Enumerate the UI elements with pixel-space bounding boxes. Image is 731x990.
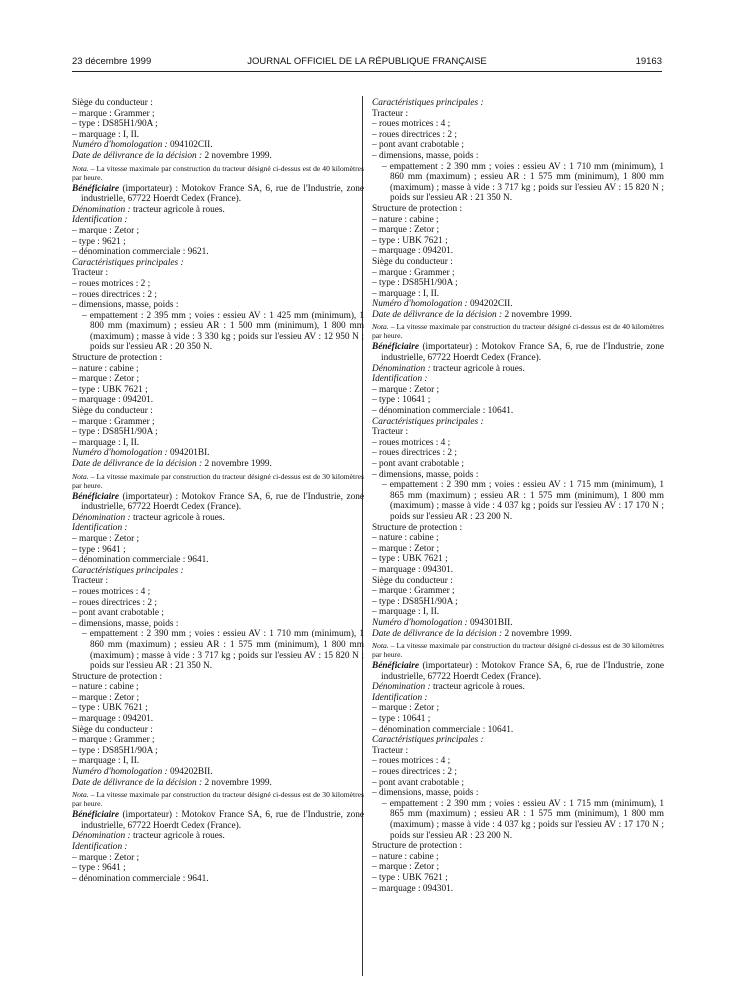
label: Numéro d'homologation :	[372, 299, 468, 310]
label: Bénéficiaire	[372, 342, 419, 353]
nota	[372, 322, 664, 340]
section-title: Identification :	[72, 842, 128, 852]
list-item: – roues motrices : 4 ;	[372, 756, 451, 767]
nota-text: – La vitesse maximale par construction du tracteur désigné ci-dessus est de 30 kilomètres par heure.	[72, 471, 364, 490]
list-item: – marque : Grammer ;	[372, 586, 455, 597]
value: tracteur agricole à roues.	[130, 831, 225, 842]
protection-structure-section	[372, 841, 664, 894]
list-item: – roues directrices : 2 ;	[372, 448, 457, 459]
label: Date de délivrance de la décision :	[72, 777, 203, 788]
value: 094202BII.	[167, 767, 213, 778]
nota-text: – La vitesse maximale par construction du tracteur désigné ci-dessus est de 40 kilomètres par heure.	[372, 322, 664, 341]
denomination	[372, 682, 664, 693]
label: Bénéficiaire	[72, 491, 119, 502]
list-item: – type : UBK 7621 ;	[372, 872, 448, 883]
header-page-number: 19163	[635, 56, 662, 67]
subsection-title: Tracteur :	[372, 745, 409, 756]
label: Date de délivrance de la décision :	[372, 628, 503, 639]
header-title: JOURNAL OFFICIEL DE LA RÉPUBLIQUE FRANÇAISE	[247, 56, 487, 67]
value: 094202CII.	[467, 299, 513, 310]
list-item: – dénomination commerciale : 9621.	[72, 247, 209, 258]
list-item: – nature : cabine ;	[72, 682, 139, 693]
list-item: – marque : Zetor ;	[372, 862, 440, 873]
homologation-number	[72, 140, 364, 151]
section-title: Structure de protection :	[72, 671, 163, 682]
protection-structure-section	[72, 672, 364, 725]
identification-section	[72, 215, 364, 257]
nota	[72, 164, 364, 182]
left-column	[72, 98, 364, 884]
list-item: – marque : Zetor ;	[372, 225, 440, 236]
list-item: – roues motrices : 4 ;	[72, 586, 151, 597]
value: (importateur) : Motokov France SA, 6, rue de l'Industrie, zone industrielle, 67722 Hoerdt Cedex (France).	[381, 661, 664, 682]
section-title: Siège du conducteur :	[372, 575, 453, 586]
page-header	[72, 56, 662, 70]
value: tracteur agricole à roues.	[130, 512, 225, 523]
list-item: – type : 10641 ;	[372, 714, 431, 725]
delivery-date	[372, 629, 664, 640]
list-item: – marquage : 094301.	[372, 883, 454, 894]
label: Dénomination :	[372, 682, 431, 693]
beneficiary	[372, 342, 664, 363]
list-item: – roues directrices : 2 ;	[372, 129, 457, 140]
list-item: – marquage : I, II.	[72, 437, 140, 448]
value: 094201BI.	[167, 448, 210, 459]
list-item: – roues motrices : 4 ;	[372, 119, 451, 130]
list-item: – marque : Zetor ;	[72, 692, 140, 703]
list-item: – dimensions, masse, poids :	[372, 150, 479, 161]
list-item: – type : UBK 7621 ;	[72, 703, 148, 714]
characteristics-section	[372, 98, 664, 204]
characteristics-section	[372, 735, 664, 841]
section-title: Caractéristiques principales :	[372, 735, 484, 746]
list-item: – type : DS85H1/90A ;	[372, 278, 458, 289]
identification-section	[72, 523, 364, 565]
value: tracteur agricole à roues.	[430, 682, 525, 693]
section-title: Structure de protection :	[372, 841, 463, 852]
dimensions-detail: – empattement : 2 390 mm ; voies : essieu AV : 1 710 mm (minimum), 1 860 mm (maximum) ; essieu AR : 1 575 mm (minimum), 1 800 mm (maximum) ; masse à vide : 3 717 kg ; poids sur l'essieu AV : 15 820 N ; poids sur l'essieu AR : 21 350 N.	[82, 629, 364, 672]
characteristics-section	[372, 417, 664, 523]
homologation-number	[72, 448, 364, 459]
list-item: – marque : Grammer ;	[72, 108, 155, 119]
label: Bénéficiaire	[72, 810, 119, 821]
section-title: Caractéristiques principales :	[72, 565, 184, 576]
identification-section	[372, 693, 664, 735]
list-item: – marque : Zetor ;	[72, 533, 140, 544]
value: (importateur) : Motokov France SA, 6, rue de l'Industrie, zone industrielle, 67722 Hoerdt Cedex (France).	[81, 810, 364, 831]
homologation-number	[72, 767, 364, 778]
section-title: Structure de protection :	[372, 522, 463, 533]
list-item: – marque : Zetor ;	[72, 225, 140, 236]
label: Numéro d'homologation :	[72, 448, 168, 459]
list-item: – marque : Zetor ;	[72, 852, 140, 863]
section-title: Caractéristiques principales :	[372, 416, 484, 427]
value: 2 novembre 1999.	[202, 150, 272, 161]
section-title: Siège du conducteur :	[72, 98, 153, 108]
value: tracteur agricole à roues.	[130, 204, 225, 215]
list-item: – pont avant crabotable ;	[372, 777, 464, 788]
label: Dénomination :	[72, 512, 131, 523]
section-title: Caractéristiques principales :	[372, 98, 484, 108]
denomination	[72, 205, 364, 216]
label: Numéro d'homologation :	[372, 617, 468, 628]
header-rule	[72, 71, 662, 72]
value: 2 novembre 1999.	[502, 628, 572, 639]
label: Date de délivrance de la décision :	[72, 459, 203, 469]
list-item: – type : 9641 ;	[72, 863, 126, 874]
value: 2 novembre 1999.	[202, 459, 272, 469]
list-item: – roues directrices : 2 ;	[72, 289, 157, 300]
label: Dénomination :	[72, 204, 131, 215]
subsection-title: Tracteur :	[72, 268, 109, 279]
nota-label: Nota.	[72, 790, 89, 800]
beneficiary	[72, 184, 364, 205]
section-title: Siège du conducteur :	[72, 724, 153, 735]
nota	[372, 641, 664, 659]
section-title: Identification :	[372, 374, 428, 385]
section-title: Caractéristiques principales :	[72, 257, 184, 268]
homologation-number	[372, 618, 664, 629]
label: Numéro d'homologation :	[72, 767, 168, 778]
delivery-date	[72, 151, 364, 162]
nota-label: Nota.	[72, 471, 89, 481]
list-item: – dénomination commerciale : 9641.	[72, 555, 209, 566]
section-title: Structure de protection :	[72, 353, 163, 364]
value: (importateur) : Motokov France SA, 6, rue de l'Industrie, zone industrielle, 67722 Hoerdt Cedex (France).	[81, 183, 364, 205]
list-item: – nature : cabine ;	[372, 851, 439, 862]
nota-label: Nota.	[372, 322, 389, 332]
value: tracteur agricole à roues.	[430, 363, 525, 374]
list-item: – marquage : 094201.	[72, 395, 154, 406]
identification-section	[72, 842, 364, 884]
protection-structure-section	[372, 523, 664, 576]
beneficiary	[72, 492, 364, 513]
value: (importateur) : Motokov France SA, 6, rue de l'Industrie, zone industrielle, 67722 Hoerdt Cedex (France).	[381, 342, 664, 364]
nota-text: – La vitesse maximale par construction du tracteur désigné ci-dessus est de 30 kilomètres par heure.	[72, 790, 364, 809]
subsection-title: Tracteur :	[372, 427, 409, 438]
delivery-date	[72, 459, 364, 470]
characteristics-section	[72, 566, 364, 672]
subsection-title: Tracteur :	[372, 108, 409, 119]
nota-text: – La vitesse maximale par construction du tracteur désigné ci-dessus est de 30 kilomètres par heure.	[372, 641, 664, 660]
denomination	[72, 831, 364, 842]
header-date: 23 décembre 1999	[72, 56, 152, 67]
seat-section	[372, 257, 664, 299]
nota	[72, 472, 364, 490]
beneficiary	[72, 810, 364, 831]
label: Dénomination :	[372, 363, 431, 374]
protection-structure-section	[372, 204, 664, 257]
list-item: – dénomination commerciale : 10641.	[372, 406, 514, 417]
characteristics-section	[72, 258, 364, 353]
protection-structure-section	[72, 353, 364, 406]
value: (importateur) : Motokov France SA, 6, rue de l'Industrie, zone industrielle, 67722 Hoerdt Cedex (France).	[81, 491, 364, 513]
list-item: – roues motrices : 2 ;	[72, 278, 151, 289]
list-item: – marque : Zetor ;	[372, 703, 440, 714]
list-item: – type : DS85H1/90A ;	[72, 427, 158, 438]
beneficiary	[372, 661, 664, 682]
right-column	[372, 98, 664, 894]
seat-section	[72, 725, 364, 767]
section-title: Structure de protection :	[372, 203, 463, 214]
list-item: – marque : Grammer ;	[372, 267, 455, 278]
label: Date de délivrance de la décision :	[72, 150, 203, 161]
nota-text: – La vitesse maximale par construction du tracteur désigné ci-dessus est de 40 kilomètres par heure.	[72, 163, 364, 182]
list-item: – dimensions, masse, poids :	[372, 469, 479, 480]
list-item: – dénomination commerciale : 9641.	[72, 873, 209, 884]
label: Dénomination :	[72, 831, 131, 842]
dimensions-detail: – empattement : 2 395 mm ; voies : essieu AV : 1 425 mm (minimum), 1 800 mm (maximum) ; essieu AR : 1 500 mm (minimum), 1 800 mm (maximum) ; masse à vide : 3 330 kg ; poids sur l'essieu AV : 12 950 N ; poids sur l'essieu AR : 20 350 N.	[82, 310, 364, 353]
subsection-title: Tracteur :	[72, 576, 109, 587]
list-item: – type : UBK 7621 ;	[372, 235, 448, 246]
label: Bénéficiaire	[72, 183, 119, 194]
list-item: – dimensions, masse, poids :	[372, 788, 479, 799]
value: 094301BII.	[467, 617, 513, 628]
identification-section	[372, 374, 664, 416]
value: 094102CII.	[167, 140, 213, 151]
list-item: – pont avant crabotable ;	[372, 459, 464, 469]
seat-section	[72, 98, 364, 140]
list-item: – nature : cabine ;	[72, 363, 139, 374]
list-item: – type : 10641 ;	[372, 395, 431, 406]
list-item: – marque : Zetor ;	[372, 543, 440, 554]
dimensions-detail: – empattement : 2 390 mm ; voies : essieu AV : 1 715 mm (minimum), 1 865 mm (maximum) ; essieu AR : 1 575 mm (minimum), 1 800 mm (maximum) ; masse à vide : 4 037 kg ; poids sur l'essieu AV : 17 170 N ; poids sur l'essieu AR : 23 200 N.	[382, 798, 664, 841]
delivery-date	[372, 310, 664, 321]
dimensions-detail: – empattement : 2 390 mm ; voies : essieu AV : 1 715 mm (minimum), 1 865 mm (maximum) ; essieu AR : 1 575 mm (minimum), 1 800 mm (maximum) ; masse à vide : 4 037 kg ; poids sur l'essieu AV : 17 170 N ; poids sur l'essieu AR : 23 200 N.	[382, 480, 664, 522]
label: Date de délivrance de la décision :	[372, 309, 503, 320]
list-item: – nature : cabine ;	[372, 214, 439, 225]
list-item: – marque : Grammer ;	[72, 416, 155, 427]
dimensions-detail: – empattement : 2 390 mm ; voies : essieu AV : 1 710 mm (minimum), 1 860 mm (maximum) ; essieu AR : 1 575 mm (minimum), 1 800 mm (maximum) ; masse à vide : 3 717 kg ; poids sur l'essieu AV : 15 820 N ; poids sur l'essieu AR : 21 350 N.	[382, 161, 664, 204]
nota-label: Nota.	[72, 163, 89, 173]
label: Numéro d'homologation :	[72, 140, 168, 151]
label: Bénéficiaire	[372, 661, 419, 672]
list-item: – type : DS85H1/90A ;	[72, 119, 158, 130]
section-title: Identification :	[72, 215, 128, 226]
seat-section	[72, 406, 364, 448]
section-title: Identification :	[372, 692, 428, 703]
list-item: – roues directrices : 2 ;	[72, 597, 157, 608]
section-title: Identification :	[72, 523, 128, 534]
list-item: – marquage : I, II.	[72, 756, 140, 767]
list-item: – dimensions, masse, poids :	[72, 618, 179, 629]
list-item: – marquage : I, II.	[72, 129, 140, 140]
delivery-date	[72, 778, 364, 789]
list-item: – roues motrices : 4 ;	[372, 437, 451, 448]
value: 2 novembre 1999.	[202, 777, 272, 788]
list-item: – nature : cabine ;	[372, 533, 439, 544]
denomination	[372, 364, 664, 375]
list-item: – roues directrices : 2 ;	[372, 767, 457, 778]
section-title: Siège du conducteur :	[72, 406, 153, 417]
list-item: – type : DS85H1/90A ;	[372, 596, 458, 607]
list-item: – marque : Zetor ;	[72, 374, 140, 385]
list-item: – marquage : I, II.	[372, 607, 440, 618]
list-item: – type : DS85H1/90A ;	[72, 745, 158, 756]
list-item: – dimensions, masse, poids :	[72, 300, 179, 311]
list-item: – marquage : I, II.	[372, 288, 440, 299]
value: 2 novembre 1999.	[502, 309, 572, 320]
list-item: – type : 9641 ;	[72, 544, 126, 555]
list-item: – pont avant crabotable ;	[72, 608, 164, 619]
nota	[72, 790, 364, 808]
list-item: – marquage : 094301.	[372, 564, 454, 575]
list-item: – marque : Grammer ;	[72, 735, 155, 746]
seat-section	[372, 576, 664, 618]
homologation-number	[372, 299, 664, 310]
denomination	[72, 513, 364, 524]
list-item: – dénomination commerciale : 10641.	[372, 724, 514, 735]
list-item: – marquage : 094201.	[72, 714, 154, 725]
section-title: Siège du conducteur :	[372, 256, 453, 267]
list-item: – type : UBK 7621 ;	[372, 554, 448, 565]
nota-label: Nota.	[372, 641, 389, 651]
list-item: – type : UBK 7621 ;	[72, 384, 148, 395]
list-item: – marque : Zetor ;	[372, 384, 440, 395]
list-item: – type : 9621 ;	[72, 236, 126, 247]
list-item: – marquage : 094201.	[372, 246, 454, 257]
list-item: – pont avant crabotable ;	[372, 140, 464, 151]
